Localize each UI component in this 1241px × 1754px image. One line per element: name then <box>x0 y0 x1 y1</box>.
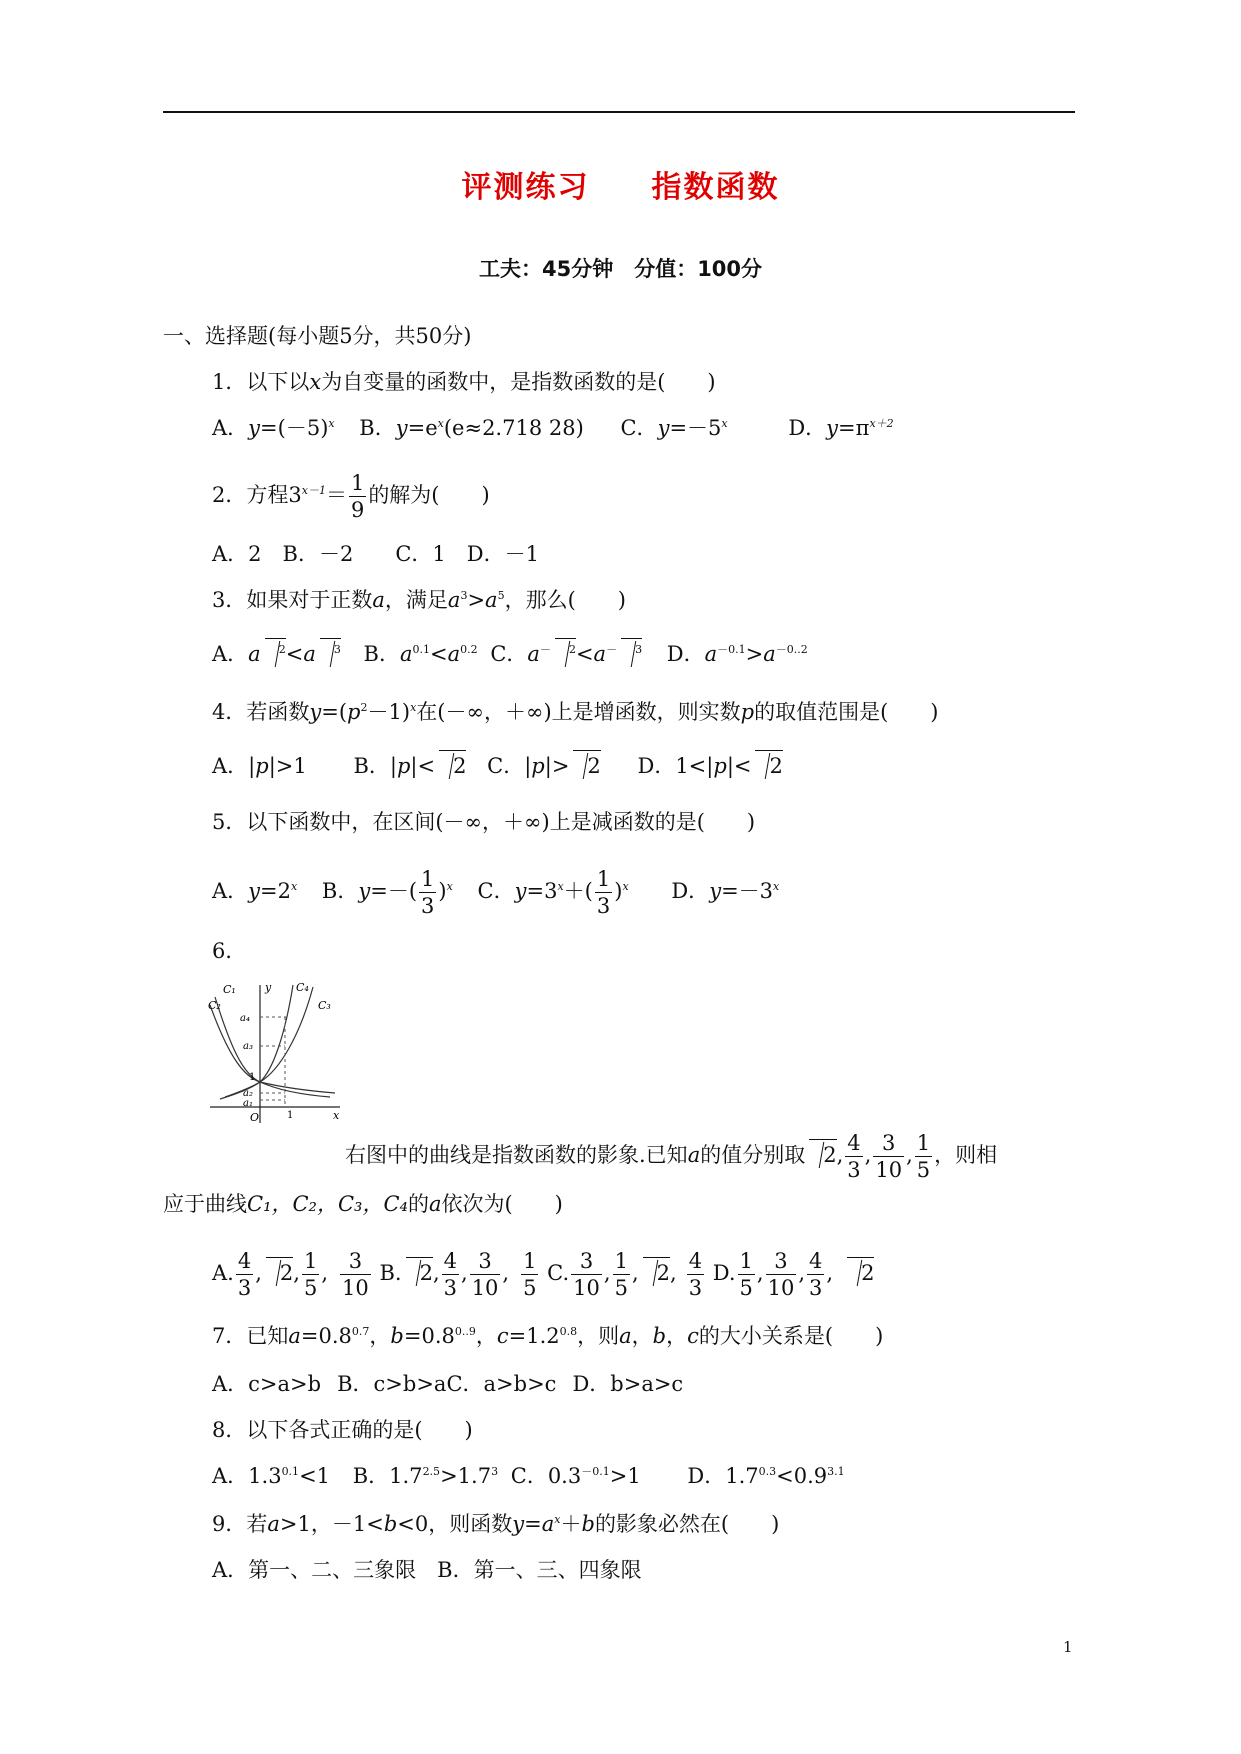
question-4: 4．若函数$y=(p^2-1)^x$在(－∞，＋∞)上是增函数，则实数p的取值范围是( ) <box>212 700 939 724</box>
curve-c2 <box>210 1005 335 1093</box>
question-2: 2．方程$3^{x-1}=$ $\frac{1}{9}$ 的解为( ) <box>212 471 490 522</box>
label-y: y <box>265 981 272 994</box>
question-4-options: A．|p|>1 B．|p|< 2 C．|p|> 2 D．1<|p|< 2 <box>212 750 783 781</box>
fraction: $\frac{1}{3}$ <box>596 867 611 918</box>
question-6-number: 6． <box>212 939 247 963</box>
section-heading: 一、选择题(每小题5分，共50分) <box>163 324 472 348</box>
label-a3: a₃ <box>243 1041 253 1052</box>
sqrt: 2 <box>555 638 576 669</box>
question-9-options: A．第一、二、三象限 B．第一、三、四象限 <box>212 1558 642 1582</box>
curve-c1 <box>215 997 330 1097</box>
sqrt: 3 <box>621 638 642 669</box>
sqrt: 2 <box>573 750 600 781</box>
question-5: 5．以下函数中，在区间(－∞，＋∞)上是减函数的是( ) <box>212 810 756 834</box>
title-right: 指数函数 <box>651 170 780 205</box>
label-c3: C₃ <box>318 999 331 1012</box>
question-3-options: A．a $^2$<a $^3$ B．$a^{0.1}<a^{0.2}$ C．a－ $^2$<a－ $^3$ D．$a^{-0.1}>a^{-0..2}$ <box>212 638 808 669</box>
question-5-options: A．$y=2^x$ B．y=－( $\frac{1}{3}$ )$^x$ C．$y=3^x+$( $\frac{1}{3}$ )$^x$ D．$y=-3^x$ <box>212 867 780 918</box>
sqrt: 2 <box>439 750 466 781</box>
question-6-stem-cont: 应于曲线C₁，C₂，C₃，C₄的a依次为( ) <box>163 1192 563 1216</box>
question-1: 1．以下以x为自变量的函数中，是指数函数的是( ) <box>212 370 716 394</box>
question-2-options: A．2 B．－2 C．1 D．－1 <box>212 542 539 566</box>
title-left: 评测练习 <box>461 170 590 205</box>
question-3: 3．如果对于正数a，满足$a^3>a^5$，那么( ) <box>212 588 626 612</box>
label-x: x <box>333 1109 340 1122</box>
label-one-x: 1 <box>287 1110 294 1121</box>
sqrt: 3 <box>320 638 341 669</box>
label-a1: a₁ <box>243 1098 253 1109</box>
question-9: 9．若a>1，－1<b<0，则函数$y=a^x+b$的影象必然在( ) <box>212 1512 780 1536</box>
exponential-curves-graph <box>205 975 345 1125</box>
label-c2: C₂ <box>208 999 221 1012</box>
sqrt: 2 <box>265 638 286 669</box>
curve-c3 <box>225 987 313 1097</box>
question-6-options: A. $\frac{4}{3}$ , 2, $\frac{1}{5}$ , $\frac{3}{10}$ B. 2, $\frac{4}{3}$ , $\frac{3}{10}$ , $\frac{1}{5}$ C. $\frac{3}{10}$ , $\frac{1}{5}$ , 2, $\frac{4}{3}$ D. $\frac{1}{5}$ , $\frac{3}{10}$ , $\frac{4}{3}$ , 2 <box>212 1249 875 1300</box>
sqrt: 2 <box>755 750 782 781</box>
page-number: 1 <box>1063 1638 1073 1656</box>
label-a2: a₂ <box>243 1088 253 1099</box>
question-7-options: A．c>a>b B．c>b>aC．a>b>c D．b>a>c <box>212 1372 684 1396</box>
fraction: $\frac{4}{3}$ <box>847 1131 861 1182</box>
fraction: $\frac{1}{5}$ <box>916 1131 931 1182</box>
fraction: $\frac{3}{10}$ <box>875 1131 903 1182</box>
label-c4: C₄ <box>296 981 309 994</box>
question-6-stem: 右图中的曲线是指数函数的影象.已知a的值分别取 2, $\frac{4}{3}$ , $\frac{3}{10}$ , $\frac{1}{5}$ ，则相 <box>345 1131 998 1182</box>
question-1-options: A．$y=(-5)^x$ B．$y=e^x(e\approx 2.718$ 28) C．$y=-5^x$ D．$y=\pi^{x+2}$ <box>212 416 894 440</box>
label-a4: a₄ <box>240 1013 250 1024</box>
label-origin: O <box>250 1111 260 1124</box>
page-subtitle: 工夫：45分钟 分值：100分 <box>478 257 763 281</box>
question-7: 7．已知$a=0.8^{0.7}$，$b=0.8^{0..9}$，$c=1.2^{0.8}$，则a，b，c的大小关系是( ) <box>212 1324 884 1348</box>
header-rule <box>163 111 1075 113</box>
page-title <box>0 162 1241 206</box>
label-one-y: 1 <box>249 1072 256 1083</box>
sqrt: 2 <box>809 1139 836 1170</box>
question-8: 8．以下各式正确的是( ) <box>212 1418 473 1442</box>
label-c1: C₁ <box>223 983 236 996</box>
question-8-options: A．$1.3^{0.1}<1$ B．$1.7^{2.5}>1.7^3$ C．$0.3^{-0.1}>1$ D．$1.7^{0.3}<0.9^{3.1}$ <box>212 1464 845 1488</box>
fraction: $\frac{1}{3}$ <box>421 867 435 918</box>
fraction: $\frac{1}{9}$ <box>350 471 365 522</box>
